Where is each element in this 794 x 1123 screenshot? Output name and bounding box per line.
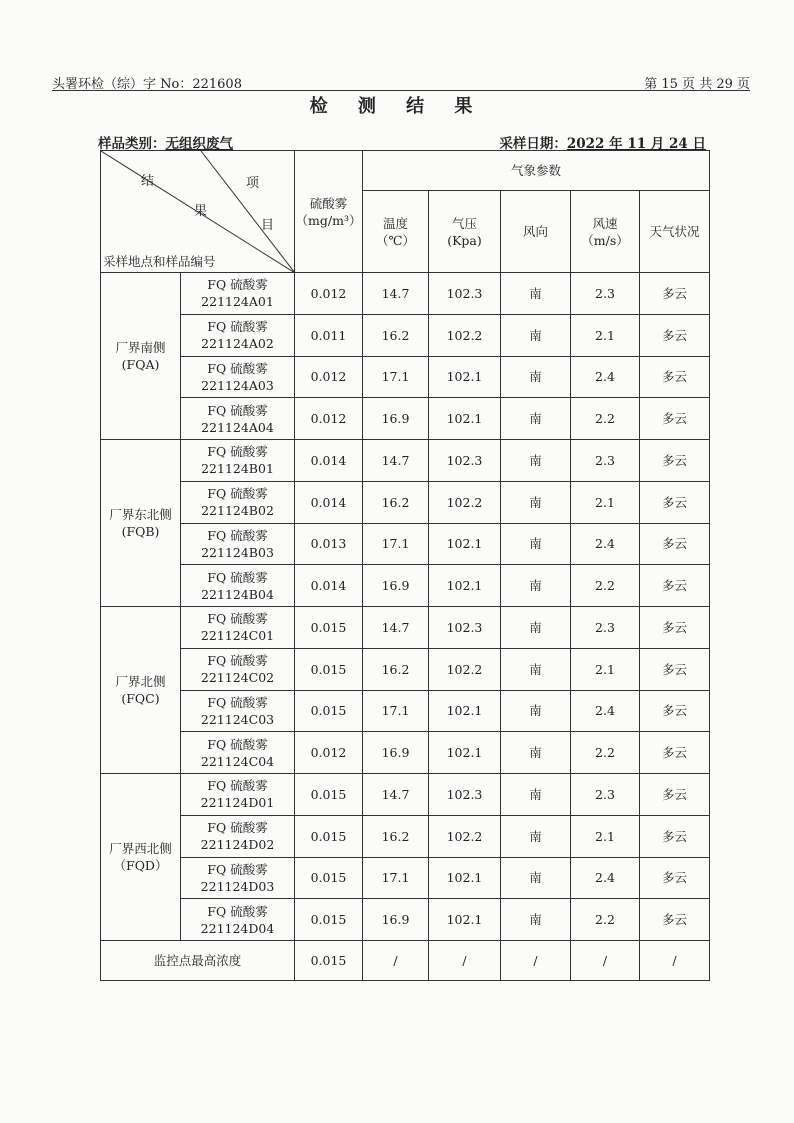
sample-id-cell xyxy=(181,273,295,315)
temp-value: 16.2 xyxy=(363,481,429,523)
sulfuric-value: 0.012 xyxy=(295,398,363,440)
weather-value: 多云 xyxy=(640,815,710,857)
pressure-value: 102.3 xyxy=(429,273,501,315)
sample-name: FQ 硫酸雾 xyxy=(207,277,268,293)
pressure-value: 102.1 xyxy=(429,398,501,440)
footer-sulfuric: 0.015 xyxy=(295,941,363,981)
weather-value: 多云 xyxy=(640,523,710,565)
sample-id-cell xyxy=(181,648,295,690)
table-row xyxy=(101,481,710,523)
weather-value: 多云 xyxy=(640,398,710,440)
report-number: 头署环检（综）字 No：221608 xyxy=(52,77,242,92)
weather-value: 多云 xyxy=(640,273,710,315)
table-row xyxy=(101,356,710,398)
wind-speed-value: 2.2 xyxy=(571,565,640,607)
sampling-date-value: 2022 年 11 月 24 日 xyxy=(566,136,706,152)
wind-dir-value: 南 xyxy=(501,273,571,315)
table-row xyxy=(101,273,710,315)
location-code: (FQA) xyxy=(121,357,160,372)
pressure-value: 102.2 xyxy=(429,648,501,690)
sample-name: FQ 硫酸雾 xyxy=(207,360,268,376)
sulfuric-value: 0.015 xyxy=(295,899,363,941)
col-sulfuric-name: 硫酸雾 xyxy=(309,195,348,211)
diag-label-fruit: 果 xyxy=(194,204,208,219)
diag-label-location: 采样地点和样品编号 xyxy=(103,254,216,269)
sulfuric-value: 0.014 xyxy=(295,565,363,607)
footer-wind-dir: / xyxy=(501,941,571,981)
sample-id: 221124A02 xyxy=(201,336,274,352)
wind-speed-value: 2.4 xyxy=(571,690,640,732)
wind-dir-value: 南 xyxy=(501,607,571,649)
col-header-sulfuric xyxy=(295,151,363,273)
wind-dir-value: 南 xyxy=(501,648,571,690)
sample-id-cell xyxy=(181,356,295,398)
col-temp-unit: （℃） xyxy=(376,232,415,248)
sample-id-cell xyxy=(181,440,295,482)
sample-id: 221124C02 xyxy=(200,670,275,686)
diag-label-eye: 目 xyxy=(261,218,275,233)
temp-value: 16.2 xyxy=(363,815,429,857)
weather-value: 多云 xyxy=(640,565,710,607)
weather-value: 多云 xyxy=(640,648,710,690)
wind-dir-value: 南 xyxy=(501,857,571,899)
col-wind-speed-unit: （m/s） xyxy=(581,232,629,248)
sulfuric-value: 0.011 xyxy=(295,314,363,356)
footer-weather: / xyxy=(640,941,710,981)
temp-value: 17.1 xyxy=(363,356,429,398)
weather-value: 多云 xyxy=(640,899,710,941)
results-table xyxy=(100,150,710,981)
sample-id-cell xyxy=(181,774,295,816)
weather-value: 多云 xyxy=(640,857,710,899)
location-name: 厂界东北侧 xyxy=(109,507,172,522)
sample-name: FQ 硫酸雾 xyxy=(207,861,268,877)
weather-value: 多云 xyxy=(640,481,710,523)
sample-id: 221124B01 xyxy=(201,461,274,477)
weather-value: 多云 xyxy=(640,774,710,816)
sample-category-value: 无组织废气 xyxy=(165,136,233,152)
sample-id-cell xyxy=(181,690,295,732)
wind-dir-value: 南 xyxy=(501,481,571,523)
header-divider xyxy=(52,90,750,91)
temp-value: 16.9 xyxy=(363,899,429,941)
page-info: 第 15 页 共 29 页 xyxy=(644,77,750,92)
sulfuric-value: 0.015 xyxy=(295,648,363,690)
sample-category xyxy=(98,132,233,152)
sample-name: FQ 硫酸雾 xyxy=(207,486,268,502)
temp-value: 16.2 xyxy=(363,648,429,690)
sample-name: FQ 硫酸雾 xyxy=(207,903,268,919)
wind-speed-value: 2.1 xyxy=(571,648,640,690)
sulfuric-value: 0.014 xyxy=(295,440,363,482)
wind-speed-value: 2.4 xyxy=(571,857,640,899)
wind-speed-value: 2.1 xyxy=(571,481,640,523)
temp-value: 17.1 xyxy=(363,857,429,899)
table-row xyxy=(101,857,710,899)
sample-id-cell xyxy=(181,732,295,774)
wind-speed-value: 2.3 xyxy=(571,607,640,649)
sample-name: FQ 硫酸雾 xyxy=(207,527,268,543)
sample-name: FQ 硫酸雾 xyxy=(207,611,268,627)
sample-name: FQ 硫酸雾 xyxy=(207,778,268,794)
wind-dir-value: 南 xyxy=(501,356,571,398)
sample-id: 221124D04 xyxy=(200,920,275,936)
wind-speed-value: 2.1 xyxy=(571,815,640,857)
wind-speed-value: 2.2 xyxy=(571,732,640,774)
wind-dir-value: 南 xyxy=(501,440,571,482)
sample-name: FQ 硫酸雾 xyxy=(207,569,268,585)
sulfuric-value: 0.012 xyxy=(295,356,363,398)
pressure-value: 102.1 xyxy=(429,857,501,899)
col-pressure-unit: (Kpa) xyxy=(447,232,482,248)
table-row xyxy=(101,314,710,356)
sample-id-cell xyxy=(181,314,295,356)
sulfuric-value: 0.015 xyxy=(295,690,363,732)
sample-name: FQ 硫酸雾 xyxy=(207,694,268,710)
table-row xyxy=(101,607,710,649)
table-row xyxy=(101,440,710,482)
pressure-value: 102.2 xyxy=(429,314,501,356)
sample-id-cell xyxy=(181,857,295,899)
footer-wind-speed: / xyxy=(571,941,640,981)
location-cell xyxy=(101,440,181,607)
temp-value: 17.1 xyxy=(363,690,429,732)
col-header-wind-speed xyxy=(571,191,640,273)
sample-id: 221124A03 xyxy=(201,377,274,393)
wind-dir-value: 南 xyxy=(501,899,571,941)
sample-id: 221124B02 xyxy=(201,503,274,519)
wind-dir-value: 南 xyxy=(501,565,571,607)
pressure-value: 102.2 xyxy=(429,481,501,523)
wind-dir-value: 南 xyxy=(501,398,571,440)
weather-value: 多云 xyxy=(640,607,710,649)
wind-dir-value: 南 xyxy=(501,314,571,356)
sample-category-label: 样品类别： xyxy=(98,136,166,152)
table-row xyxy=(101,398,710,440)
col-pressure-name: 气压 xyxy=(451,215,477,231)
diagonal-header-cell xyxy=(101,151,295,273)
weather-value: 多云 xyxy=(640,732,710,774)
location-cell xyxy=(101,774,181,941)
location-name: 厂界西北侧 xyxy=(109,841,172,856)
sulfuric-value: 0.015 xyxy=(295,774,363,816)
col-wind-speed-name: 风速 xyxy=(592,215,618,231)
footer-temp: / xyxy=(363,941,429,981)
results-body xyxy=(101,273,710,941)
temp-value: 16.9 xyxy=(363,732,429,774)
sample-id: 221124C03 xyxy=(200,711,275,727)
weather-value: 多云 xyxy=(640,440,710,482)
weather-value: 多云 xyxy=(640,356,710,398)
page-title: 检 测 结 果 xyxy=(309,96,485,117)
temp-value: 16.2 xyxy=(363,314,429,356)
pressure-value: 102.3 xyxy=(429,774,501,816)
sampling-date-label: 采样日期： xyxy=(499,136,567,152)
sulfuric-value: 0.015 xyxy=(295,815,363,857)
sample-id: 221124C01 xyxy=(200,628,275,644)
sulfuric-value: 0.015 xyxy=(295,857,363,899)
diag-label-result: 结 xyxy=(141,174,155,189)
sulfuric-value: 0.013 xyxy=(295,523,363,565)
sample-name: FQ 硫酸雾 xyxy=(207,319,268,335)
location-cell xyxy=(101,273,181,440)
table-row xyxy=(101,648,710,690)
wind-dir-value: 南 xyxy=(501,523,571,565)
location-code: (FQB) xyxy=(121,524,160,539)
wind-speed-value: 2.4 xyxy=(571,523,640,565)
weather-value: 多云 xyxy=(640,690,710,732)
pressure-value: 102.1 xyxy=(429,523,501,565)
sample-id-cell xyxy=(181,815,295,857)
pressure-value: 102.3 xyxy=(429,440,501,482)
location-cell xyxy=(101,607,181,774)
location-code: (FQC) xyxy=(121,691,160,706)
col-temp-name: 温度 xyxy=(382,215,408,231)
pressure-value: 102.1 xyxy=(429,565,501,607)
max-concentration-row xyxy=(101,941,710,981)
pressure-value: 102.1 xyxy=(429,690,501,732)
location-name: 厂界南侧 xyxy=(115,340,166,355)
sample-id-cell xyxy=(181,565,295,607)
wind-dir-value: 南 xyxy=(501,774,571,816)
col-header-weather: 天气状况 xyxy=(640,191,710,273)
sample-id-cell xyxy=(181,899,295,941)
table-row xyxy=(101,774,710,816)
col-sulfuric-unit: （mg/m³） xyxy=(295,212,362,228)
wind-speed-value: 2.1 xyxy=(571,314,640,356)
wind-dir-value: 南 xyxy=(501,690,571,732)
sample-id: 221124A04 xyxy=(201,419,274,435)
temp-value: 14.7 xyxy=(363,273,429,315)
sulfuric-value: 0.015 xyxy=(295,607,363,649)
location-code: （FQD） xyxy=(113,858,168,873)
temp-value: 14.7 xyxy=(363,440,429,482)
wind-dir-value: 南 xyxy=(501,732,571,774)
sample-id: 221124D01 xyxy=(200,795,275,811)
sample-id-cell xyxy=(181,481,295,523)
col-header-temp xyxy=(363,191,429,273)
sample-id: 221124B04 xyxy=(201,586,274,602)
wind-speed-value: 2.3 xyxy=(571,440,640,482)
sample-id: 221124B03 xyxy=(201,544,274,560)
wind-speed-value: 2.3 xyxy=(571,273,640,315)
col-header-weather-group: 气象参数 xyxy=(363,151,710,191)
temp-value: 16.9 xyxy=(363,398,429,440)
sample-id: 221124D02 xyxy=(200,837,275,853)
sample-id: 221124A01 xyxy=(201,294,274,310)
temp-value: 16.9 xyxy=(363,565,429,607)
sample-name: FQ 硫酸雾 xyxy=(207,820,268,836)
sample-id: 221124C04 xyxy=(200,753,275,769)
sample-id: 221124D03 xyxy=(200,878,275,894)
sample-id-cell xyxy=(181,607,295,649)
wind-speed-value: 2.2 xyxy=(571,398,640,440)
table-row xyxy=(101,815,710,857)
table-row xyxy=(101,690,710,732)
diag-label-item: 项 xyxy=(246,176,260,191)
sample-id-cell xyxy=(181,523,295,565)
col-header-pressure xyxy=(429,191,501,273)
sulfuric-value: 0.014 xyxy=(295,481,363,523)
location-name: 厂界北侧 xyxy=(115,674,166,689)
sample-id-cell xyxy=(181,398,295,440)
pressure-value: 102.1 xyxy=(429,356,501,398)
pressure-value: 102.1 xyxy=(429,899,501,941)
table-row xyxy=(101,732,710,774)
temp-value: 17.1 xyxy=(363,523,429,565)
temp-value: 14.7 xyxy=(363,607,429,649)
footer-pressure: / xyxy=(429,941,501,981)
temp-value: 14.7 xyxy=(363,774,429,816)
sample-name: FQ 硫酸雾 xyxy=(207,444,268,460)
wind-speed-value: 2.4 xyxy=(571,356,640,398)
sample-name: FQ 硫酸雾 xyxy=(207,653,268,669)
sulfuric-value: 0.012 xyxy=(295,732,363,774)
pressure-value: 102.2 xyxy=(429,815,501,857)
sample-name: FQ 硫酸雾 xyxy=(207,402,268,418)
col-header-wind-dir: 风向 xyxy=(501,191,571,273)
table-row xyxy=(101,565,710,607)
sample-name: FQ 硫酸雾 xyxy=(207,736,268,752)
pressure-value: 102.3 xyxy=(429,607,501,649)
sampling-date xyxy=(499,132,706,152)
wind-speed-value: 2.3 xyxy=(571,774,640,816)
wind-speed-value: 2.2 xyxy=(571,899,640,941)
pressure-value: 102.1 xyxy=(429,732,501,774)
table-row xyxy=(101,523,710,565)
wind-dir-value: 南 xyxy=(501,815,571,857)
weather-value: 多云 xyxy=(640,314,710,356)
sulfuric-value: 0.012 xyxy=(295,273,363,315)
table-row xyxy=(101,899,710,941)
footer-label: 监控点最高浓度 xyxy=(101,941,295,981)
